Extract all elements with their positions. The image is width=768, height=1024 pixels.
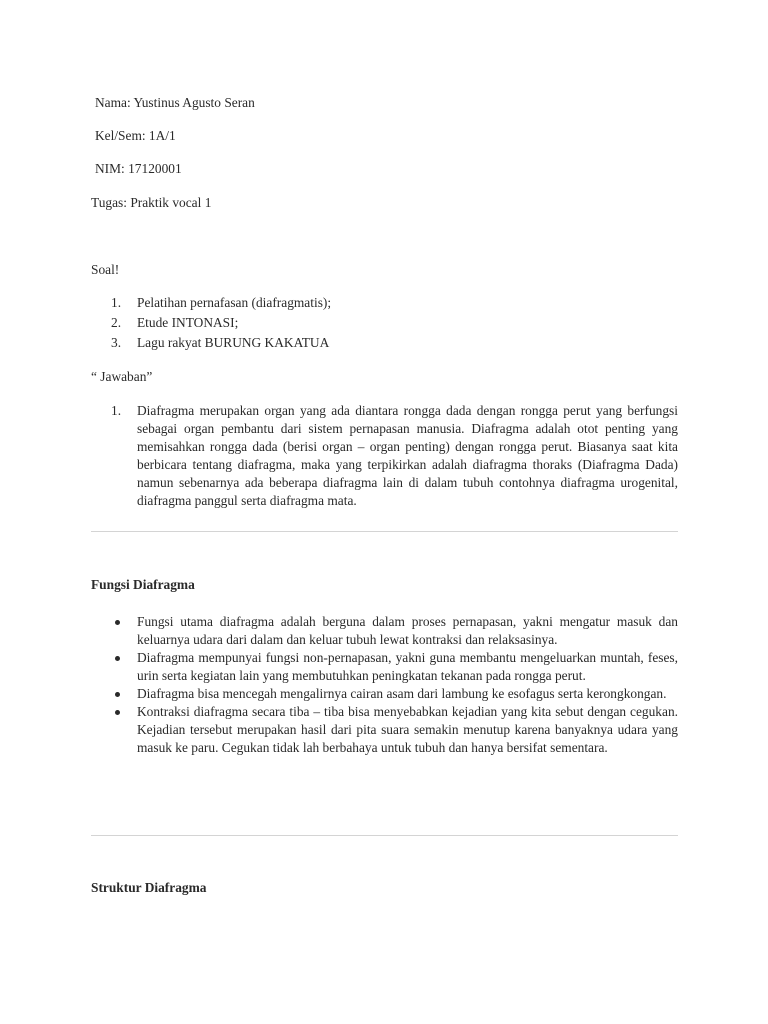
- list-item: [91, 685, 678, 703]
- list-item-text: Diafragma merupakan organ yang ada diantara rongga dada dengan rongga perut yang berfungsi sebagai organ pembantu dari sistem pernapasan manusia. Diafragma adalah otot penting yang memisahkan rongga dada (berisi organ – organ penting) dengan rongga perut. Biasanya saat kita berbicara tentang diafragma, maka yang terpikirkan adalah diafragma thoraks (Diafragma Dada) namun sebenarnya ada beberapa diafragma lain di dalam tubuh contohnya diafragma urogenital, diafragma panggul serta diafragma mata.: [137, 403, 678, 508]
- list-item: [91, 613, 678, 649]
- list-item: [91, 402, 678, 510]
- list-item-text: Kontraksi diafragma secara tiba – tiba bisa menyebabkan kejadian yang kita sebut dengan cegukan. Kejadian tersebut merupakan hasil dari pita suara semakin menutup karena banyaknya udara yang masuk ke paru. Cegukan tidak lah berbahaya untuk tubuh dan hanya bersifat sementara.: [137, 704, 678, 755]
- bullet-icon: [115, 656, 120, 661]
- soal-label: Soal!: [91, 262, 120, 277]
- bullet-icon: [115, 710, 120, 715]
- list-item-text: Lagu rakyat BURUNG KAKATUA: [137, 335, 330, 350]
- list-item-text: Fungsi utama diafragma adalah berguna dalam proses pernapasan, yakni mengatur masuk dan keluarnya udara dari dalam dan keluar tubuh lewat kontraksi dan relaksasinya.: [137, 614, 678, 647]
- list-item: [91, 649, 678, 685]
- list-item-text: Diafragma mempunyai fungsi non-pernapasan, yakni guna membantu mengeluarkan muntah, feses, urin serta kegiatan lain yang membutuhkan peningkatan tekanan pada rongga perut.: [137, 650, 678, 683]
- list-item: [91, 334, 678, 352]
- student-id: NIM: 17120001: [95, 161, 182, 176]
- fungsi-list: [91, 613, 678, 757]
- list-item-text: Etude INTONASI;: [137, 315, 239, 330]
- list-item-text: Pelatihan pernafasan (diafragmatis);: [137, 295, 332, 310]
- bullet-icon: [115, 620, 120, 625]
- soal-list: [91, 294, 678, 354]
- list-item-text: Diafragma bisa mencegah mengalirnya cairan asam dari lambung ke esofagus serta kerongkongan.: [137, 686, 667, 701]
- bullet-icon: [115, 692, 120, 697]
- assignment-title: Tugas: Praktik vocal 1: [91, 195, 212, 210]
- list-number: 1.: [111, 295, 122, 310]
- section-heading-fungsi: Fungsi Diafragma: [91, 577, 195, 592]
- list-number: 1.: [111, 403, 122, 418]
- list-item: [91, 294, 678, 312]
- list-item: [91, 314, 678, 332]
- jawaban-label: “ Jawaban”: [91, 369, 153, 384]
- student-name: Nama: Yustinus Agusto Seran: [95, 95, 255, 110]
- jawaban-list: [91, 402, 678, 512]
- list-number: 3.: [111, 335, 122, 350]
- list-item: [91, 703, 678, 757]
- section-heading-struktur: Struktur Diafragma: [91, 880, 207, 895]
- section-divider: [91, 531, 678, 532]
- section-divider: [91, 835, 678, 836]
- list-number: 2.: [111, 315, 122, 330]
- class-semester: Kel/Sem: 1A/1: [95, 128, 176, 143]
